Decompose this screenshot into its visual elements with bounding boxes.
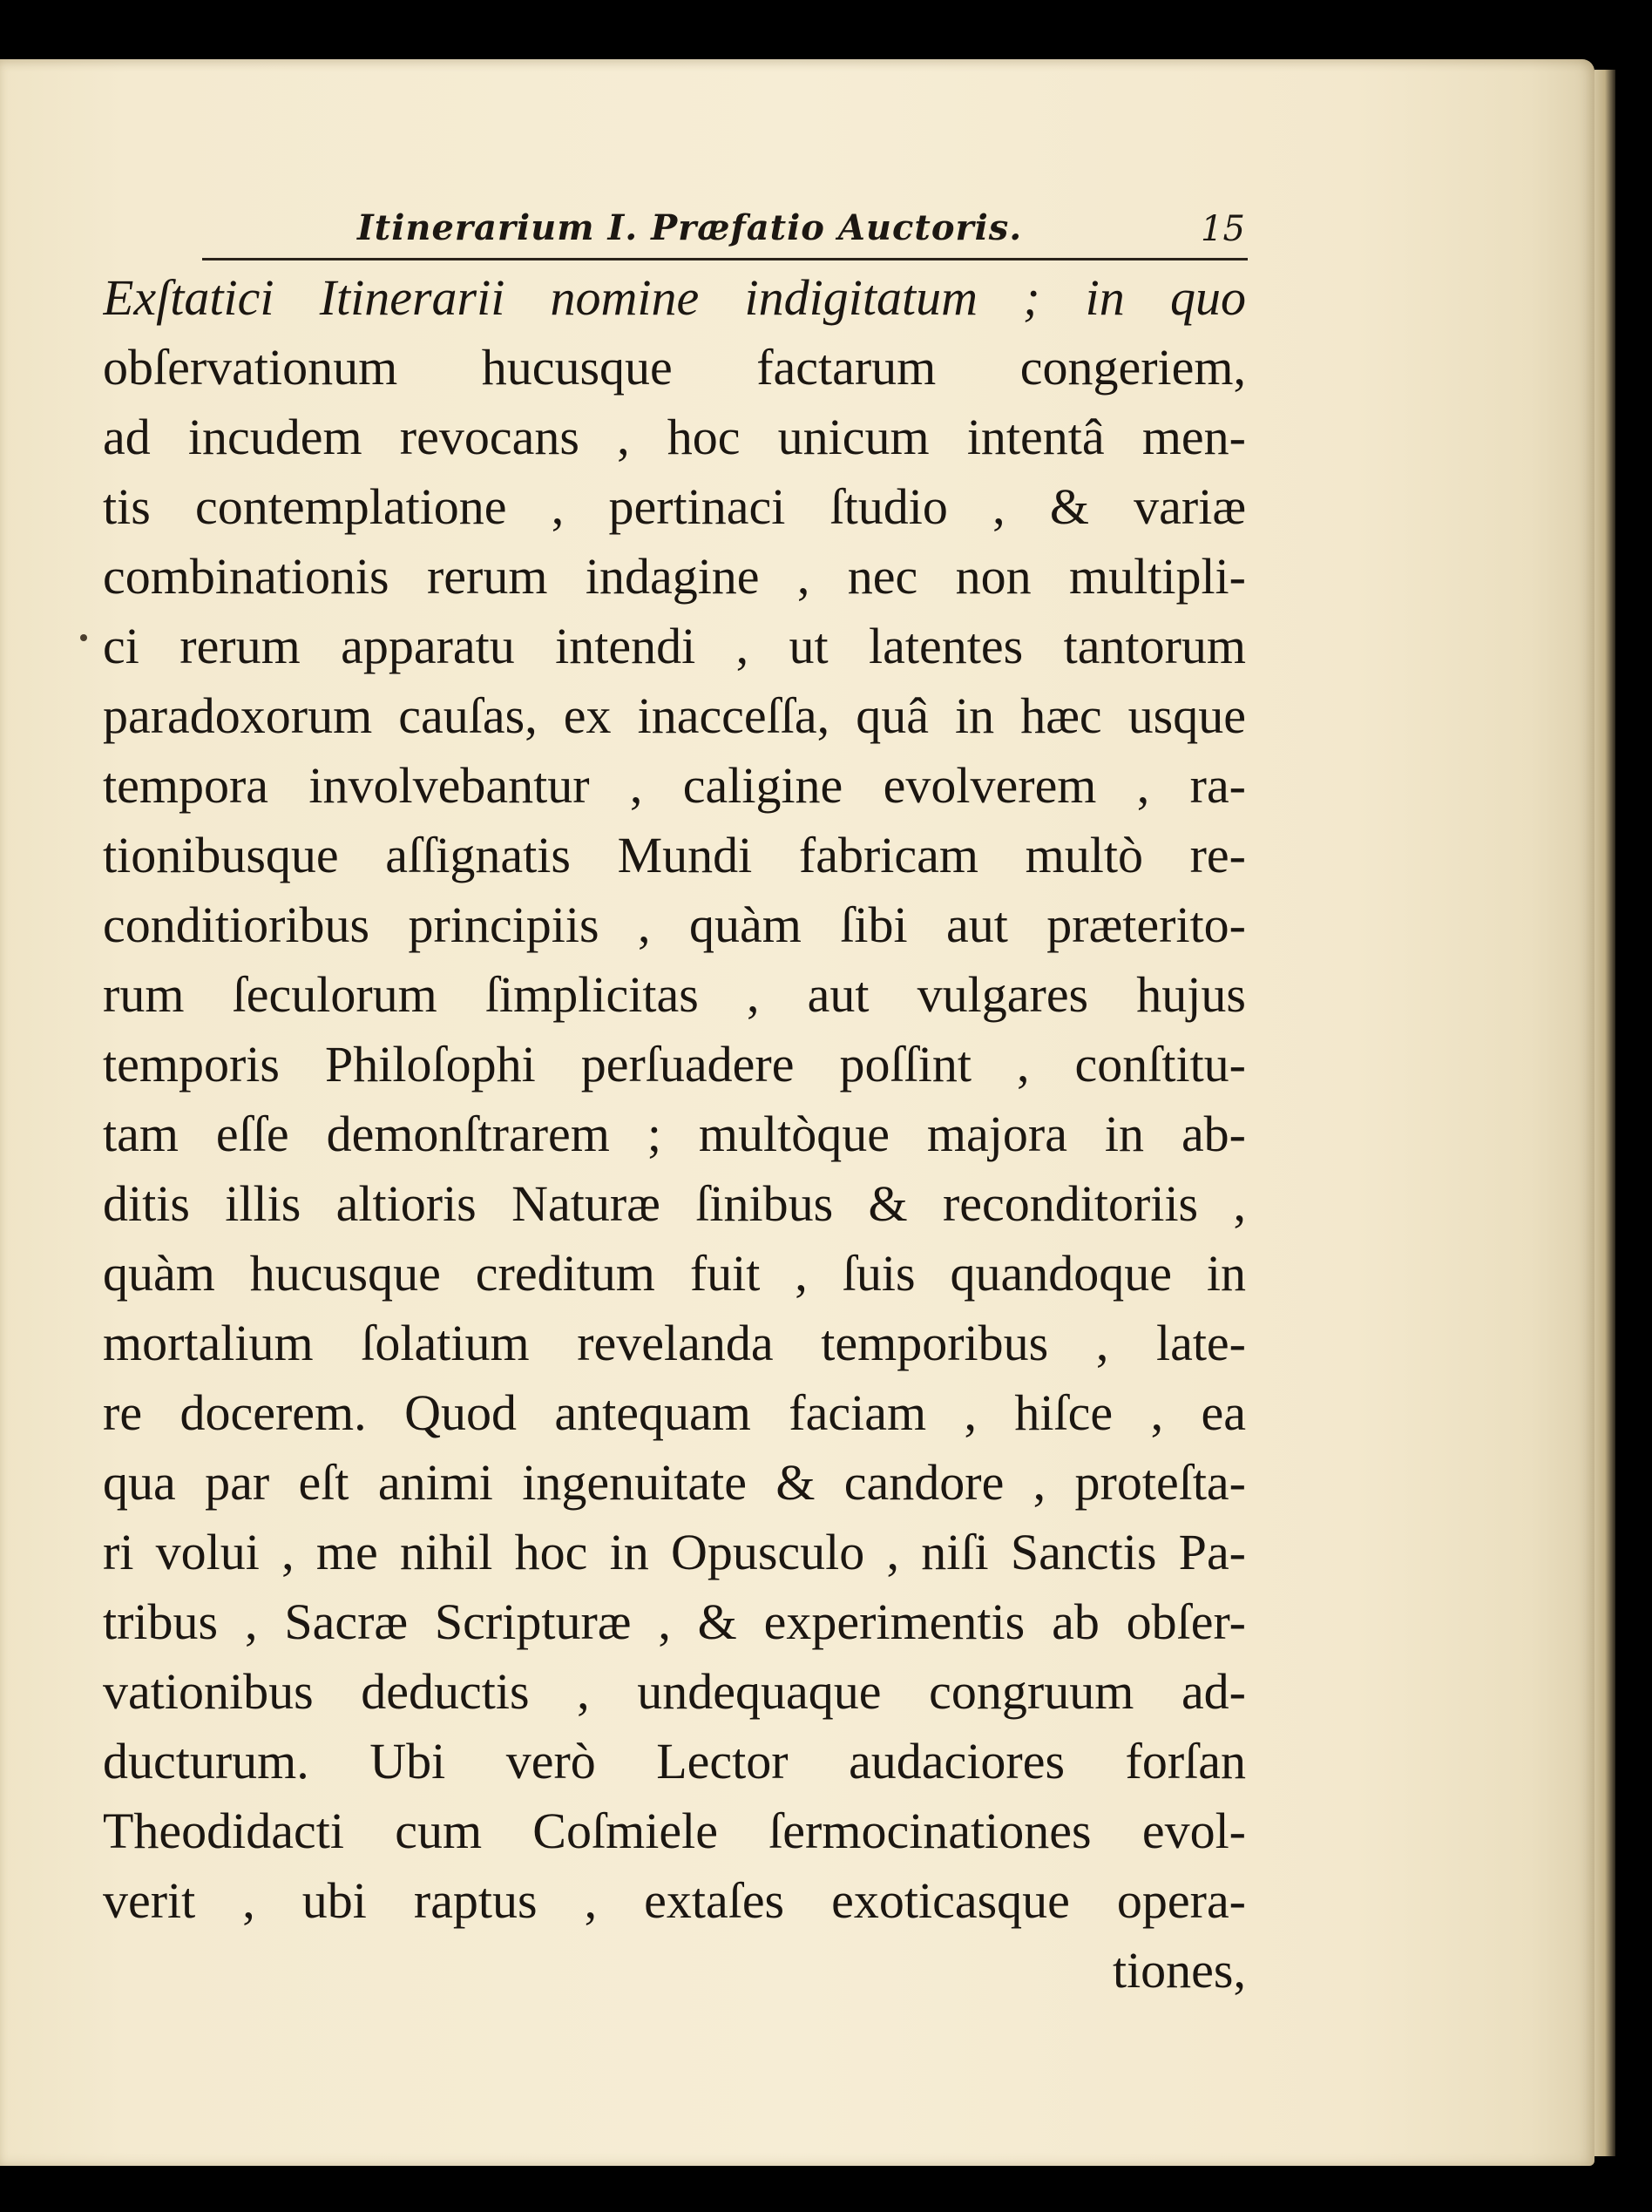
- text-line: verit , ubi raptus , extaſes exoticasque opera-: [103, 1872, 1246, 1929]
- text-line: ad incudem revocans , hoc unicum intentâ men-: [103, 409, 1246, 465]
- text-line: vationibus deductis , undequaque congruum ad-: [103, 1663, 1246, 1720]
- margin-mark: [80, 634, 87, 641]
- text-line: mortalium ſolatium revelanda temporibus , late-: [103, 1315, 1246, 1371]
- paper-page: [0, 59, 1594, 2166]
- page-edge: [1594, 70, 1615, 2156]
- text-line: paradoxorum cauſas, ex inacceſſa, quâ in hæc usque: [103, 687, 1246, 744]
- text-line: Exſtatici Itinerarii nomine indigitatum ; in quo: [103, 269, 1246, 326]
- text-line: tionibusque aſſignatis Mundi fabricam multò re-: [103, 827, 1246, 883]
- text-line: ditis illis altioris Naturæ ſinibus & reconditoriis ,: [103, 1175, 1246, 1232]
- text-line: quàm hucusque creditum fuit , ſuis quandoque in: [103, 1245, 1246, 1302]
- text-line: ducturum. Ubi verò Lector audaciores forſan: [103, 1733, 1246, 1789]
- text-line: rum ſeculorum ſimplicitas , aut vulgares hujus: [103, 966, 1246, 1023]
- text-line: ci rerum apparatu intendi , ut latentes tantorum: [103, 618, 1246, 674]
- text-line: Theodidacti cum Coſmiele ſermocinationes evol-: [103, 1803, 1246, 1859]
- text-line: qua par eſt animi ingenuitate & candore , proteſta-: [103, 1454, 1246, 1511]
- text-line: re docerem. Quod antequam faciam , hiſce , ea: [103, 1384, 1246, 1441]
- text-line: temporis Philoſophi perſuadere poſſint , conſtitu-: [103, 1036, 1246, 1092]
- catchword-line: tiones,: [1112, 1942, 1246, 1999]
- text-line: obſervationum hucusque factarum congeriem,: [103, 339, 1246, 396]
- text-line: conditioribus principiis , quàm ſibi aut præterito-: [103, 896, 1246, 953]
- text-line: ri volui , me nihil hoc in Opusculo , niſi Sanctis Pa-: [103, 1524, 1246, 1580]
- page-number: 15: [1201, 209, 1245, 249]
- text-line: tribus , Sacræ Scripturæ , & experimentis ab obſer-: [103, 1593, 1246, 1650]
- running-head-title: Itinerarium I. Præfatio Auctoris.: [357, 207, 1023, 248]
- text-line: tam eſſe demonſtrarem ; multòque majora in ab-: [103, 1106, 1246, 1162]
- text-line: combinationis rerum indagine , nec non multipli-: [103, 548, 1246, 605]
- text-line: tis contemplatione , pertinaci ſtudio , & variæ: [103, 478, 1246, 535]
- header-rule: [202, 258, 1248, 260]
- text-line: tempora involvebantur , caligine evolverem , ra-: [103, 757, 1246, 814]
- body-text: [103, 263, 1246, 2006]
